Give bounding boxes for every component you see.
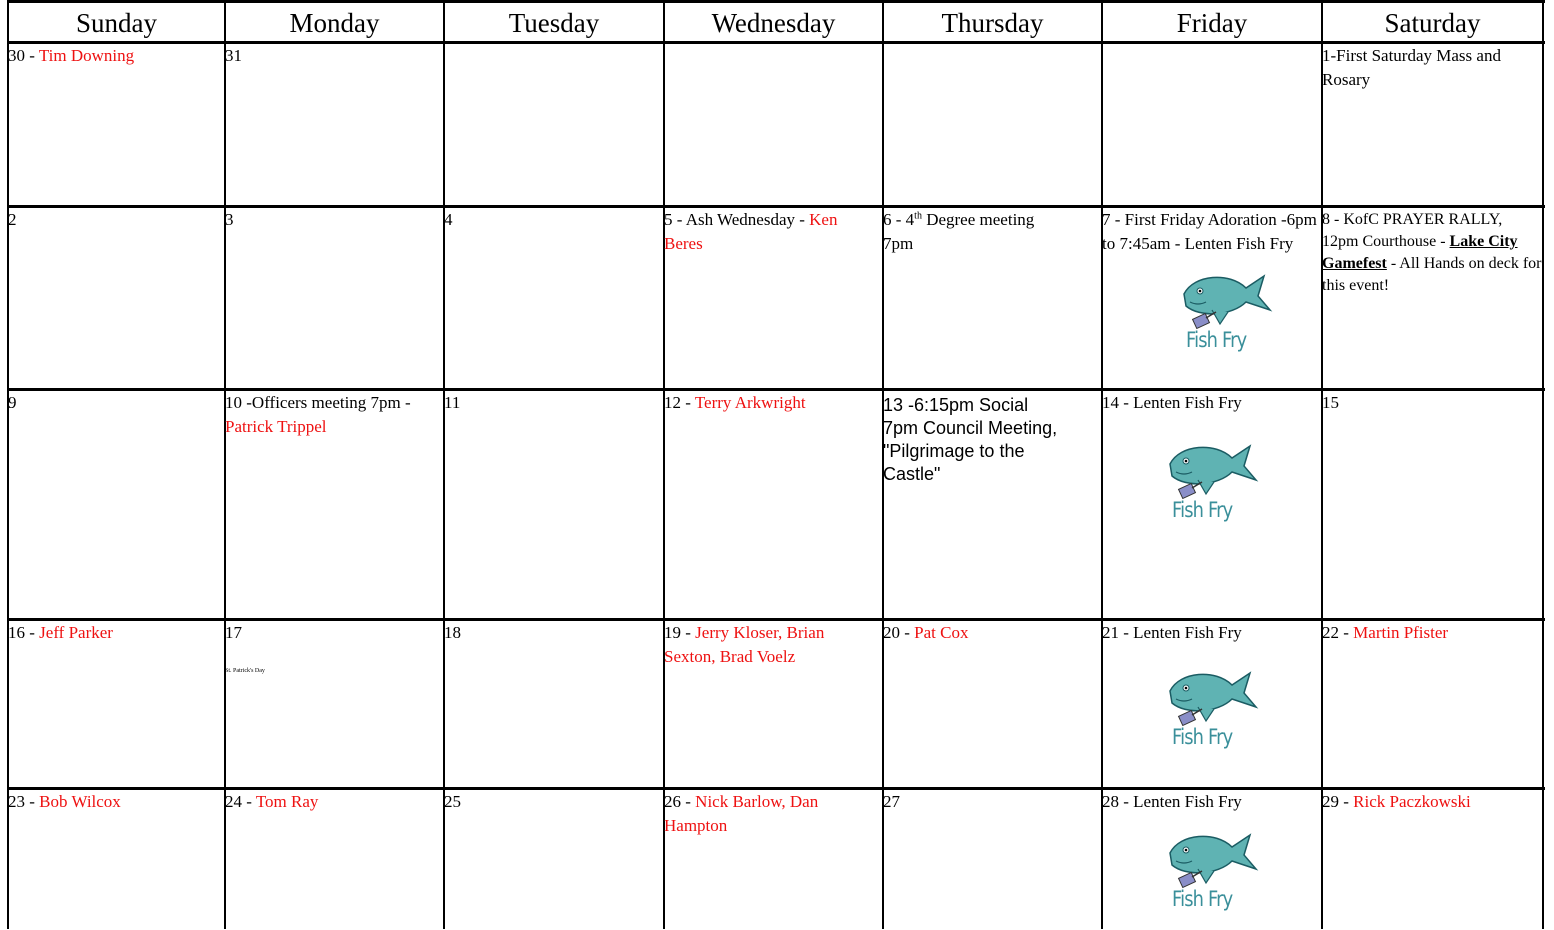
day-cell — [444, 790, 661, 928]
event-link[interactable]: Lake City Gamefest — [1322, 233, 1518, 272]
day-cell — [1102, 44, 1319, 204]
member-name: Jerry Kloser, Brian Sexton, Brad Voelz — [664, 623, 825, 666]
fish-fry-icon — [1172, 266, 1277, 358]
fish-fry-label: Fish Fry — [1172, 725, 1233, 749]
day-cell — [444, 621, 661, 785]
day-number: 17 — [225, 623, 242, 642]
day-header-saturday: Saturday — [1384, 8, 1481, 38]
day-header-monday: Monday — [289, 8, 380, 38]
day-number: 4 — [444, 210, 453, 229]
day-cell — [664, 790, 864, 928]
day-cell — [8, 391, 222, 616]
fish-fry-label: Fish Fry — [1172, 498, 1233, 522]
day-header-friday: Friday — [1176, 8, 1248, 38]
day-event-detail: Degree meeting 7pm — [883, 210, 1035, 253]
day-number: 18 — [444, 623, 461, 642]
day-cell — [664, 208, 880, 386]
day-cell — [225, 391, 441, 616]
day-cell — [883, 44, 1099, 204]
day-cell — [664, 391, 880, 616]
day-number: 22 - — [1322, 623, 1354, 642]
fish-fry-label: Fish Fry — [1172, 887, 1233, 911]
day-number: 12 - — [664, 393, 695, 412]
day-event: 1-First Saturday Mass and Rosary — [1322, 46, 1501, 89]
fish-fry-label: Fish Fry — [1186, 328, 1247, 352]
day-cell — [883, 208, 1063, 386]
member-name: Tom Ray — [255, 792, 319, 811]
day-number: 9 — [8, 393, 17, 412]
fish-fry-icon — [1158, 663, 1263, 755]
day-event: 5 - Ash Wednesday - — [664, 210, 810, 229]
fish-fry-icon — [1158, 825, 1263, 917]
day-event: 6 - 4 — [883, 210, 915, 229]
day-number: 29 - — [1322, 792, 1354, 811]
grid-line — [7, 0, 1545, 3]
day-cell — [444, 208, 661, 386]
day-event: 28 - Lenten Fish Fry — [1102, 792, 1242, 811]
fish-fry-icon — [1158, 436, 1263, 528]
day-cell — [225, 790, 441, 928]
day-cell — [1322, 209, 1542, 387]
day-number: 24 - — [225, 792, 256, 811]
day-number: 27 — [883, 792, 900, 811]
holiday-note: St. Patrick's Day — [225, 668, 265, 674]
day-cell — [8, 44, 222, 204]
day-cell — [883, 790, 1099, 928]
day-cell — [8, 621, 222, 785]
day-cell — [8, 790, 222, 928]
day-header-tuesday: Tuesday — [508, 8, 600, 38]
day-cell — [1322, 391, 1540, 616]
day-cell — [883, 394, 1063, 616]
day-header-wednesday: Wednesday — [711, 8, 836, 38]
member-name: Jeff Parker — [39, 623, 113, 642]
member-name: Ken Beres — [664, 210, 838, 253]
day-event-sep: - — [1436, 233, 1450, 250]
member-name: Rick Paczkowski — [1353, 792, 1471, 811]
day-cell — [883, 621, 1099, 785]
day-cell — [1322, 790, 1540, 928]
day-cell — [225, 44, 441, 204]
day-cell — [664, 44, 880, 204]
day-event: 8 - KofC PRAYER RALLY, 12pm Courthouse — [1322, 211, 1503, 250]
day-number: 20 - — [883, 623, 915, 642]
day-header-thursday: Thursday — [941, 8, 1044, 38]
day-cell — [8, 208, 222, 386]
member-name: Terry Arkwright — [694, 393, 806, 412]
day-event: 21 - Lenten Fish Fry — [1102, 623, 1242, 642]
day-number: 3 — [225, 210, 234, 229]
day-number: 15 — [1322, 393, 1339, 412]
member-name: Pat Cox — [914, 623, 969, 642]
day-number: 31 — [225, 46, 242, 65]
day-event: 7 - First Friday Adoration -6pm to 7:45am - Lenten Fish Fry — [1102, 210, 1317, 253]
day-number: 23 - — [8, 792, 40, 811]
member-name: Patrick Trippel — [225, 417, 327, 436]
day-number: 26 - — [664, 792, 696, 811]
member-name: Tim Downing — [38, 46, 135, 65]
day-number: 19 - — [664, 623, 696, 642]
day-cell — [444, 391, 661, 616]
day-cell — [1322, 621, 1540, 785]
day-cell — [225, 621, 441, 785]
day-cell — [1322, 44, 1540, 204]
day-event: 13 -6:15pm Social 7pm Council Meeting, "Pilgrimage to the Castle" — [883, 395, 1058, 484]
day-cell — [444, 44, 661, 204]
day-header-sunday: Sunday — [76, 8, 157, 38]
day-number: 25 — [444, 792, 461, 811]
member-name: Bob Wilcox — [39, 792, 121, 811]
day-event: 10 -Officers meeting 7pm - — [225, 393, 411, 412]
day-number: 30 - — [8, 46, 39, 65]
day-event-detail: - All Hands on deck for this event! — [1322, 255, 1542, 294]
day-cell — [664, 621, 864, 785]
day-number: 2 — [8, 210, 17, 229]
day-cell — [225, 208, 441, 386]
member-name: Martin Pfister — [1353, 623, 1449, 642]
member-name: Nick Barlow, Dan Hampton — [664, 792, 819, 835]
day-number: 16 - — [8, 623, 40, 642]
day-event: 14 - Lenten Fish Fry — [1102, 393, 1242, 412]
day-number: 11 — [444, 393, 461, 412]
ordinal-suffix: th — [914, 210, 922, 222]
